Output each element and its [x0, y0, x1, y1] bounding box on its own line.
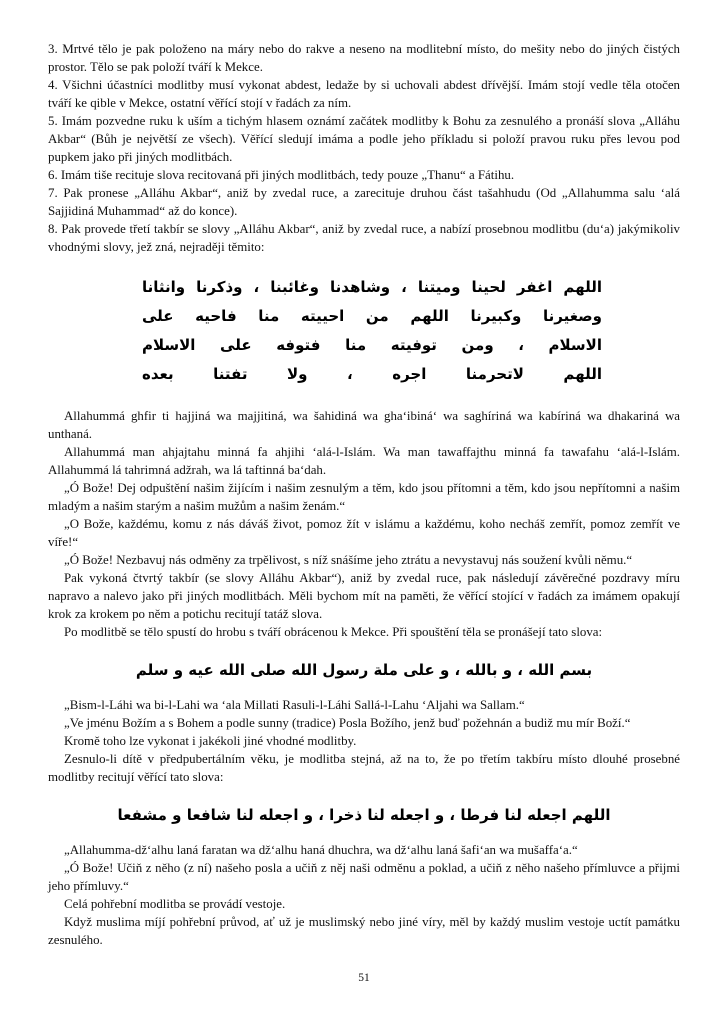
child-prayer-transliteration: „Allahumma-dž‘alhu laná faratan wa dž‘alhu haná dhuchra, wa dž‘alhu laná šafi‘an wa mušaffa‘a.“ [64, 843, 578, 857]
translation-paragraph-3: „Ó Bože! Nezbavuj nás odměny za trpělivost, s níž snášíme jeho ztrátu a nevystavuj nás soužení kvůli němu.“ [64, 553, 633, 567]
other-prayers-note: Kromě toho lze vykonat i jakékoli jiné vhodné modlitby. [64, 734, 357, 748]
burial-paragraph: Po modlitbě se tělo spustí do hrobu s tváří obrácenou k Mekce. Při spouštění těla se pronášejí tato slova: [64, 625, 603, 639]
translation-paragraph-2: „O Bože, každému, komu z nás dáváš život, pomoz žít v islámu a každému, koho necháš zemřít, pomoz zemřít ve víře!“ [48, 517, 680, 549]
arabic-prayer-line-3: الاسلام ، ومن توفيته منا فتوفه على الاسلام [142, 336, 602, 354]
step-8-paragraph: 8. Pak provede třetí takbír se slovy „Alláhu Akbar“, aniž by zvedal ruce, a nabízí prosebnou modlitbu (du‘a) jakýmikoliv vhodnými slovy, jež zná, nejraději těmito: [48, 222, 680, 254]
procession-note: Když muslima míjí pohřební průvod, ať už je muslimský nebo jiné víry, měl by každý muslim vestoje uctít památku zesnulého. [48, 915, 680, 947]
step-6-paragraph: 6. Imám tiše recituje slova recitovaná při jiných modlitbách, tedy pouze „Thanu“ a Fátihu. [48, 168, 515, 182]
step-5-paragraph: 5. Imám pozvedne ruku k uším a tichým hlasem oznámí začátek modlitby k Bohu za zesnulého a pronáší slova „Alláhu Akbar“ (Bůh je největší ze všech). Věřící sledují imáma a podle jeho příkladu si položí pravou ruku přes levou pod pupkem jako při jiných modlitbách. [48, 114, 680, 164]
arabic-funeral-prayer [48, 256, 680, 407]
translation-paragraph-1: „Ó Bože! Dej odpuštění našim žijícím i našim zesnulým a těm, kdo jsou přítomni a těm, kdo jsou nepřítomni a našim mladým a našim starým a našim mužům a našim ženám.“ [48, 481, 680, 513]
fourth-takbir-paragraph: Pak vykoná čtvrtý takbír (se slovy Alláhu Akbar“), aniž by zvedal ruce, pak následují závěrečné pozdravy míru napravo a nalevo jako při jiných modlitbách. Měli bychom mít na paměti, že věřící stojící v řadách za imámem opakují krok za krokem po něm a potichu recitují tatáž slova. [48, 571, 680, 621]
arabic-burial-phrase: بسم الله ، و بالله ، و على ملة رسول الله صلى الله عيه و سلم [135, 661, 593, 679]
child-prayer-note: Zesnulo-li dítě v předpubertálním věku, je modlitba stejná, až na to, že po třetím takbíru místo dlouhé prosebné modlitby recitují věřící tato slova: [48, 752, 680, 784]
transliteration-paragraph-1: Allahummá ghfir ti hajjiná wa majjitiná, wa šahidiná wa gha‘ibiná‘ wa saghíriná wa kabíriná wa dhakariná wa unthaná. [48, 409, 680, 441]
step-3-paragraph: 3. Mrtvé tělo je pak položeno na máry nebo do rakve a neseno na modlitební místo, do mešity nebo do jiných čistých prostor. Tělo se pak položí tváří k Mekce. [48, 42, 680, 74]
child-prayer-translation: „Ó Bože! Učiň z něho (z ní) našeho posla a učiň z něj naši odměnu a poklad, a učiň z něho našeho přímluvce a přijmi jeho přímluvy.“ [48, 861, 680, 893]
page-number: 51 [358, 972, 370, 984]
burial-transliteration: „Bism-l-Láhi wa bi-l-Lahi wa ‘ala Millati Rasuli-l-Láhi Sallá-l-Lahu ‘Aljahi wa Sallam.“ [64, 698, 525, 712]
closing-section [48, 841, 680, 949]
prayer-transliteration-and-translation [48, 407, 680, 641]
transliteration-paragraph-2: Allahummá man ahjajtahu minná fa ahjihi ‘alá-l-Islám. Wa man tawaffajthu minná fa tawafahu ‘alá-l-Islám. Allahummá lá tahrimná adžrah, wa lá taftinná ba‘dah. [48, 445, 680, 477]
step-7-paragraph: 7. Pak pronese „Alláhu Akbar“, aniž by zvedal ruce, a zarecituje druhou část tašahhudu (Od „Allahumma salu ‘alá Sajjidiná Muhammad“ až do konce). [48, 186, 680, 218]
arabic-prayer-line-2: وصغيرنا وكبيرنا اللهم من احييته منا فاحيه على [142, 307, 602, 325]
document-page [48, 40, 680, 949]
arabic-prayer-line-4: اللهم لاتحرمنا اجره ، ولا تفتنا بعده [142, 365, 602, 383]
step-4-paragraph: 4. Všichni účastníci modlitby musí vykonat abdest, ledaže by si uchovali abdest dřívější. Imám stojí vedle těla otočen tváří ke qible v Mekce, ostatní věřící stojí v řadách za ním. [48, 78, 680, 110]
burial-translation: „Ve jménu Božím a s Bohem a podle sunny (tradice) Posla Božího, jenž buď požehnán a budiž mu mír Boží.“ [64, 716, 631, 730]
arabic-child-prayer: اللهم اجعله لنا فرطا ، و اجعله لنا ذخرا ، و اجعله لنا شافعا و مشفعا [117, 806, 611, 824]
arabic-prayer-line-1: اللهم اغفر لحينا وميتنا ، وشاهدنا وغائبنا ، وذكرنا وانثانا [142, 278, 602, 296]
burial-phrase-section [48, 696, 680, 786]
standing-note: Celá pohřební modlitba se provádí vestoje. [64, 897, 286, 911]
numbered-steps [48, 40, 680, 256]
